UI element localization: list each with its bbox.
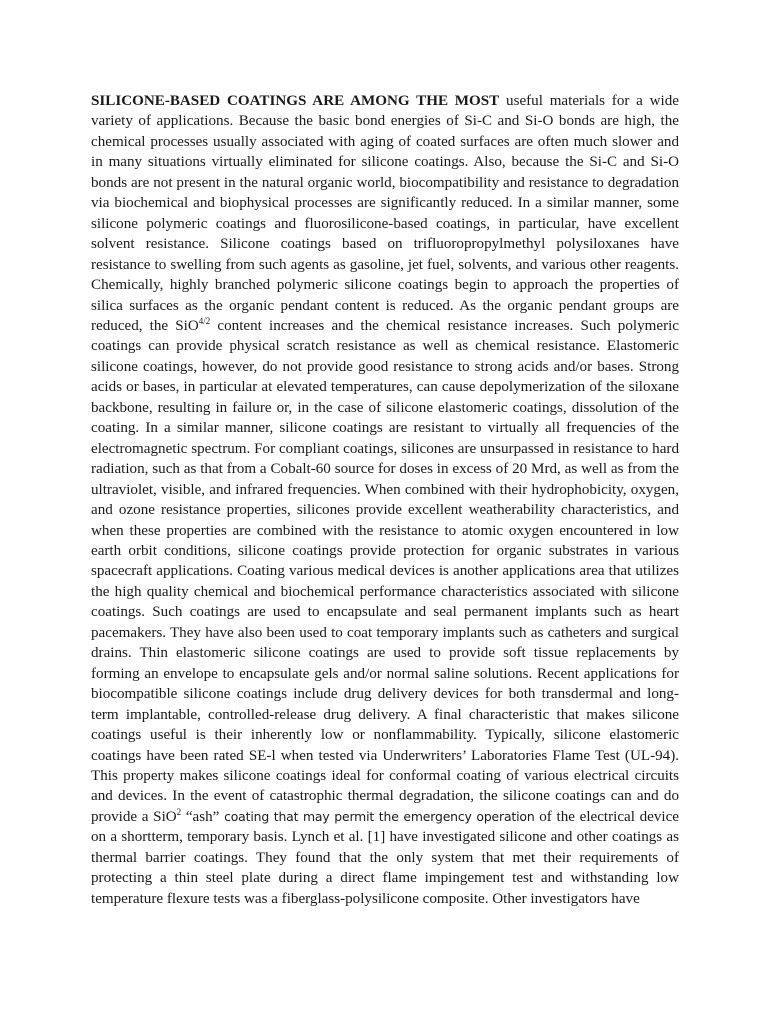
paragraph-text-part-2: content increases and the chemical resistance increases. Such polymeric coatings can provide physical scratch resistance as well as chemical resistance. Elastomeric silicone coatings, however, do not provide good resistance to strong acids and/or bases. Strong acids or bases, in particular at elevated temperatures, can cause depolymerization of the siloxane backbone, resulting in failure or, in the case of silicone elastomeric coatings, dissolution of the coating. In a similar manner, silicone coatings are resistant to virtually all frequencies of the electromagnetic spectrum. For compliant coatings, silicones are unsurpassed in resistance to hard radiation, such as that from a Cobalt-60 source for doses in excess of 20 Mrd, as well as from the ultraviolet, visible, and infrared frequencies. When combined with their hydrophobicity, oxygen, and ozone resistance properties, silicones provide excellent weatherability characteristics, and when these properties are combined with the resistance to atomic oxygen encountered in low earth orbit conditions, silicone coatings provide protection for organic substrates in various spacecraft applications. Coating various medical devices is another applications area that utilizes the high quality chemical and biochemical performance characteristics associated with silicone coatings. Such coatings are used to encapsulate and seal permanent implants such as heart pacemakers. They have also been used to coat temporary implants such as catheters and surgical drains. Thin elastomeric silicone coatings are used to provide soft tissue replacements by forming an envelope to encapsulate gels and/or normal saline solutions. Recent applications for biocompatible silicone coatings include drug delivery devices for both transdermal and long-term implantable, controlled-release drug delivery. A final characteristic that makes silicone coatings useful is their inherently low or nonflammability. Typically, silicone elastomeric coatings have been rated SE-l when tested via Underwriters’ Laboratories Flame Test (UL-94). This property makes silicone coatings ideal for conformal coating of various electrical circuits and devices. In the event of catastrophic thermal degradation, the silicone coatings can and do provide a SiO xyxy=(91,317,680,825)
body-paragraph xyxy=(91,91,679,909)
paragraph-text-part-1: useful materials for a wide variety of applications. Because the basic bond energies of Si-C and Si-O bonds are high, the chemical processes usually associated with aging of coated surfaces are often much slower and in many situations virtually eliminated for silicone coatings. Also, because the Si-C and Si-O bonds are not present in the natural organic world, biocompatibility and resistance to degradation via biochemical and biophysical processes are significantly reduced. In a similar manner, some silicone polymeric coatings and fluorosilicone-based coatings, in particular, have excellent solvent resistance. Silicone coatings based on trifluoropropylmethyl polysiloxanes have resistance to swelling from such agents as gasoline, jet fuel, solvents, and various other reagents. Chemically, highly branched polymeric silicone coatings begin to approach the properties of silica surfaces as the organic pendant content is reduced. As the organic pendant groups are reduced, the SiO xyxy=(91,93,679,334)
paragraph-text-part-4: of the electrical device on a shortterm, temporary basis. Lynch et al. [1] have investigated silicone and other coatings as thermal barrier coatings. They found that the only system that met their requirements of protecting a thin steel plate during a direct flame impingement test and withstanding low temperature flexure tests was a fiberglass-polysilicone composite. Other investigators have xyxy=(91,808,680,907)
superscript-sio-subscript: 4/2 xyxy=(198,315,211,326)
paragraph-text-part-3: “ash” xyxy=(181,808,220,825)
paragraph-text-sans-run: coating that may permit the emergency operation xyxy=(219,808,535,824)
superscript-sio2: 2 xyxy=(176,806,182,817)
lead-in-heading: SILICONE-BASED COATINGS ARE AMONG THE MOST xyxy=(91,93,500,109)
document-page xyxy=(91,91,679,909)
